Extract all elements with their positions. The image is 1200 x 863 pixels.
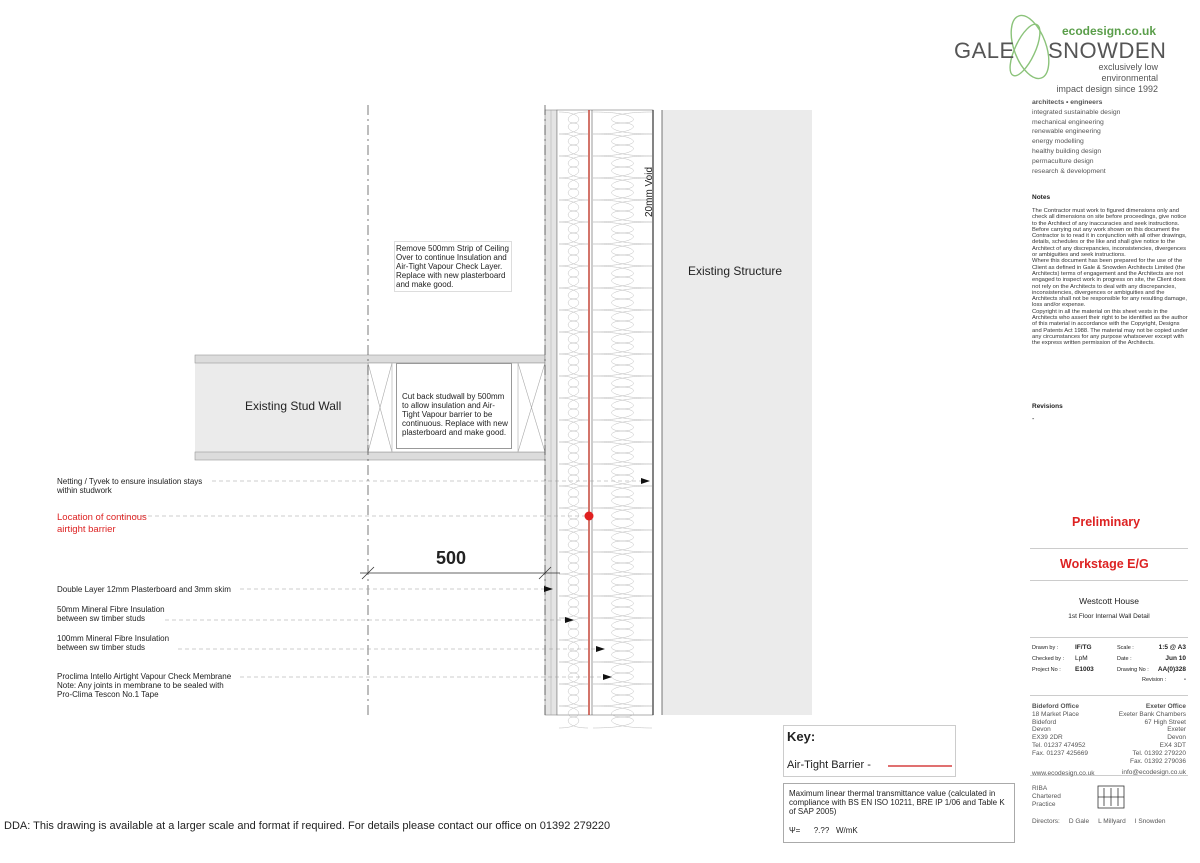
notes-body: The Contractor must work to figured dimensions only and check all dimensions on site before proceedings, give notice to the Architect of any inaccuracies and seek instructions. Before carrying out any work shown on this document the Contractor is to read it in conjunction with all other drawings, details, schedules or the like and shall give notice to the Architect of any discrepancies, inconsistencies, divergences or ambiguities and seek instructions. Where this document has been prepared for the use of the Client as defined in Gale & Snowden Architects Limited (the Architects) terms of engagement and the Architects are not engaged to inspect work in progress on site, the Client does not rely on the Architects to deal with any discrepancies, inconsistencies, divergences or ambiguities and the Architects shall not be responsible for any resulting damage, loss and/or expense. Copyright in all the material on this sheet vests in the Architects who assert their right to be identified as the author of this material in accordance with the Copyright, Designs and Patents Act 1988. The material may not be copied under any circumstances for any purpose whatsoever except with the express written permission of the Architects. (1032, 208, 1188, 347)
notes-heading: Notes (1032, 194, 1051, 201)
checked-by-label: Checked by : (1032, 656, 1065, 662)
studwall-note: Cut back studwall by 500mm to allow insulation and Air-Tight Vapour barrier to be continuous. Replace with new plasterboard and make good. (396, 363, 512, 449)
date-value: Jun 10 (1165, 655, 1186, 662)
scale-label: Scale : (1117, 645, 1134, 651)
project-no-value: E1003 (1075, 666, 1094, 673)
project-name: Westcott House (1079, 596, 1139, 606)
project-no-label: Project No : (1032, 667, 1061, 673)
bideford-office: Bideford Office 18 Market Place Bideford Devon EX39 2DR Tel. 01237 474952 Fax. 01237 425669 www.ecodesign.co.uk (1032, 703, 1095, 777)
logo-site: ecodesign.co.uk (1062, 24, 1157, 38)
logo-tagline: exclusively low environmental impact design since 1992 (1056, 62, 1158, 94)
logo-brand-left: GALE (954, 38, 1015, 63)
thermal-box (783, 783, 1015, 843)
scale-value: 1:5 @ A3 (1158, 644, 1186, 651)
exeter-office: Exeter Office Exeter Bank Chambers 67 High Street Exeter Devon EX4 3DT Tel. 01392 279220 Fax. 01392 279036 info@ecodesign.co.uk (1118, 703, 1186, 777)
existing-stud-wall-label: Existing Stud Wall (245, 399, 342, 413)
drawn-by-value: IF/TG (1075, 644, 1092, 651)
existing-structure-label: Existing Structure (688, 264, 783, 278)
services-list: architects • engineers integrated sustainable design mechanical engineering renewable engineering energy modelling healthy building design permaculture design research & development (1032, 99, 1121, 175)
key-barrier-swatch (888, 765, 952, 767)
thermal-value-row: Ψ= ?.?? W/mK (789, 826, 858, 835)
revisions-value: - (1032, 416, 1035, 423)
drawing-no-label: Drawing No : (1117, 667, 1149, 673)
existing-structure-fill (662, 110, 812, 715)
annotation-100mm-insulation: 100mm Mineral Fibre Insulation between sw timber studs (57, 634, 170, 652)
drawn-by-label: Drawn by : (1032, 645, 1059, 651)
revision-value: - (1183, 676, 1186, 683)
airtight-location-label: Location of continous airtight barrier (57, 512, 147, 535)
annotation-membrane: Proclima Intello Airtight Vapour Check Membrane Note: Any joints in membrane to be sealed with Pro-Clima Tescon No.1 Tape (57, 672, 232, 699)
dimension-500: 500 (436, 548, 467, 568)
key-title: Key: (787, 729, 816, 744)
annotation-plasterboard: Double Layer 12mm Plasterboard and 3mm skim (57, 585, 231, 594)
dda-footer: DDA: This drawing is available at a larger scale and format if required. For details please contact our office on 01392 279220 (4, 820, 611, 832)
annotation-50mm-insulation: 50mm Mineral Fibre Insulation between sw timber studs (57, 605, 165, 623)
revision-label: Revision : (1142, 677, 1167, 683)
drawing-no-value: AA(0)328 (1157, 666, 1186, 673)
key-box (783, 725, 956, 777)
riba-text: RIBA Chartered Practice (1032, 785, 1061, 808)
insulation-zone (557, 110, 653, 715)
riba-crest (1098, 786, 1124, 808)
revisions-heading: Revisions (1032, 403, 1063, 410)
thermal-text: Maximum linear thermal transmittance value (calculated in compliance with BS EN ISO 10211, BRE IP 1/06 and Table K of SAP 2005) (789, 789, 1005, 816)
void-label: 20mm Void (644, 166, 655, 217)
directors-row: Directors: D Gale L Millyard I Snowden (1032, 818, 1166, 825)
logo-brand-right: SNOWDEN (1048, 38, 1167, 63)
drawing-title: 1st Floor Internal Wall Detail (1068, 613, 1150, 620)
key-item-label: Air-Tight Barrier - (787, 759, 871, 771)
status-workstage: Workstage E/G (1060, 557, 1149, 571)
ceiling-note: Remove 500mm Strip of Ceiling Over to continue Insulation and Air-Tight Vapour Check Layer. Replace with new plasterboard and make good. (394, 241, 512, 292)
annotation-netting: Netting / Tyvek to ensure insulation stays within studwork (57, 477, 203, 495)
checked-by-value: LpM (1075, 655, 1088, 662)
airtight-location-dot (585, 512, 594, 521)
date-label: Date : (1117, 656, 1132, 662)
status-preliminary: Preliminary (1072, 515, 1141, 529)
